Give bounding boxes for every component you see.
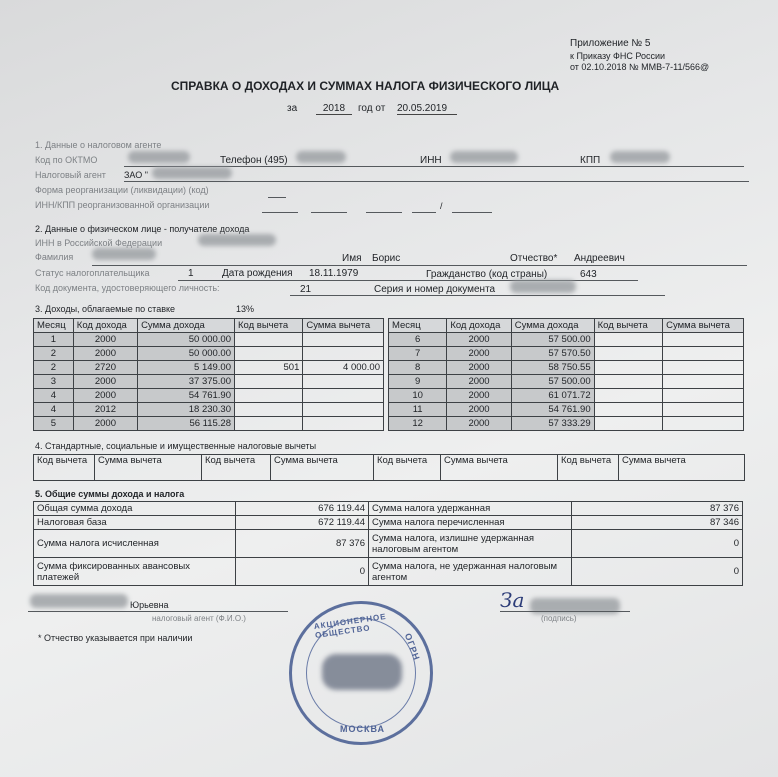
col-month: Месяц [34, 319, 74, 333]
deduction-code-header-4: Код вычета [558, 455, 619, 481]
footnote: * Отчество указывается при наличии [38, 633, 193, 643]
tax-base-label: Налоговая база [34, 516, 236, 530]
col-income-code: Код дохода [447, 319, 511, 333]
month-cell: 3 [34, 375, 74, 389]
deduction-sum-cell [663, 347, 744, 361]
row-line [92, 265, 747, 266]
income-sum-cell: 57 570.50 [511, 347, 594, 361]
income-code-cell: 2000 [447, 403, 511, 417]
section4-heading: 4. Стандартные, социальные и имущественные налоговые вычеты [35, 441, 317, 451]
row-line [124, 181, 749, 182]
name-value: Борис [372, 253, 401, 264]
redacted-phone [296, 151, 346, 163]
income-sum-cell: 37 375.00 [138, 375, 235, 389]
col-income-sum: Сумма дохода [138, 319, 235, 333]
deduction-code-cell [594, 375, 663, 389]
oktmo-label: Код по ОКТМО [35, 155, 98, 165]
deduction-sum-cell [303, 333, 384, 347]
surname-label: Фамилия [35, 252, 74, 262]
deduction-sum-header-3: Сумма вычета [441, 455, 558, 481]
month-cell: 2 [34, 347, 74, 361]
col-month: Месяц [389, 319, 447, 333]
deduction-code-cell [594, 389, 663, 403]
deduction-code-cell [235, 375, 303, 389]
income-code-cell: 2000 [447, 375, 511, 389]
income-sum-cell: 54 761.90 [511, 403, 594, 417]
income-sum-cell: 57 500.00 [511, 375, 594, 389]
income-code-cell: 2000 [447, 389, 511, 403]
deduction-sum-cell [303, 347, 384, 361]
income-row [389, 403, 744, 417]
tax-base-value: 672 119.44 [236, 516, 369, 530]
section5-heading: 5. Общие суммы дохода и налога [35, 489, 185, 499]
redacted-oktmo [128, 151, 190, 163]
agent-inn-label: ИНН [420, 155, 442, 166]
month-cell: 12 [389, 417, 447, 431]
signature-caption: (подпись) [541, 614, 577, 623]
patronymic-label: Отчество* [510, 253, 558, 264]
fixed-payments-value: 0 [236, 558, 369, 586]
deduction-sum-cell [663, 333, 744, 347]
deduction-code-cell [594, 347, 663, 361]
dob-label: Дата рождения [222, 268, 293, 279]
name-label: Имя [342, 253, 362, 264]
deduction-code-header-2: Код вычета [202, 455, 271, 481]
deduction-code-cell [235, 389, 303, 403]
tax-calc-value: 87 376 [236, 530, 369, 558]
col-deduction-code: Код вычета [594, 319, 663, 333]
income-row [34, 417, 384, 431]
report-year: 2018 [316, 103, 352, 115]
company-seal [289, 601, 433, 745]
reorg-field [268, 197, 286, 198]
income-row [389, 417, 744, 431]
seal-top-text: АКЦИОНЕРНОЕ ОБЩЕСТВО [313, 611, 388, 640]
deduction-code-cell [594, 417, 663, 431]
kpp-label: КПП [580, 155, 601, 166]
status-label: Статус налогоплательщика [35, 268, 150, 278]
redacted-surname [92, 248, 156, 260]
status-value: 1 [188, 268, 194, 279]
income-table-right [388, 318, 744, 431]
deduction-code-cell: 501 [235, 361, 303, 375]
deduction-sum-cell [303, 417, 384, 431]
signature-line [500, 611, 630, 612]
deduction-code-header-3: Код вычета [374, 455, 441, 481]
income-code-cell: 2000 [73, 389, 137, 403]
income-code-cell: 2000 [447, 347, 511, 361]
income-row [389, 333, 744, 347]
total-income-value: 676 119.44 [236, 502, 369, 516]
income-code-cell: 2000 [73, 417, 137, 431]
agent-name-line [28, 611, 288, 612]
inn-rf-label: ИНН в Российской Федерации [35, 238, 163, 248]
reorg-inn-field-3 [366, 212, 402, 213]
month-cell: 1 [34, 333, 74, 347]
citizenship-value: 643 [580, 269, 597, 280]
seal-ogrn: ОГРН [402, 631, 422, 663]
income-sum-cell: 18 230.30 [138, 403, 235, 417]
row-line [290, 295, 665, 296]
deduction-code-cell [235, 417, 303, 431]
series-label: Серия и номер документа [374, 284, 496, 295]
income-sum-cell: 57 500.00 [511, 333, 594, 347]
col-income-code: Код дохода [73, 319, 137, 333]
month-cell: 2 [34, 361, 74, 375]
col-deduction-code: Код вычета [235, 319, 303, 333]
income-sum-cell: 54 761.90 [138, 389, 235, 403]
income-sum-cell: 5 149.00 [138, 361, 235, 375]
deductions-table [33, 454, 745, 481]
order-reference: к Приказу ФНС России [570, 51, 666, 61]
income-code-cell: 2000 [73, 347, 137, 361]
income-sum-cell: 58 750.55 [511, 361, 594, 375]
month-cell: 11 [389, 403, 447, 417]
income-row [34, 375, 384, 389]
income-code-cell: 2000 [447, 333, 511, 347]
income-row [34, 347, 384, 361]
reorg-inn-field-2 [311, 212, 347, 213]
section3-heading: 3. Доходы, облагаемые по ставке [35, 304, 176, 314]
transferred-value: 87 346 [572, 516, 743, 530]
totals-table [33, 501, 743, 586]
order-date: от 02.10.2018 № ММВ-7-11/566@ [570, 62, 710, 72]
not-withheld-label: Сумма налога, не удержанная налоговым агентом [369, 558, 572, 586]
withheld-value: 87 376 [572, 502, 743, 516]
deduction-code-cell [235, 347, 303, 361]
withheld-label: Сумма налога удержанная [369, 502, 572, 516]
month-cell: 4 [34, 403, 74, 417]
year-prefix: за [287, 103, 298, 114]
patronymic-value: Андреевич [574, 253, 625, 264]
income-table-left [33, 318, 384, 431]
fixed-payments-label: Сумма фиксированных авансовых платежей [34, 558, 236, 586]
month-cell: 6 [389, 333, 447, 347]
month-cell: 4 [34, 389, 74, 403]
reorg-label: Форма реорганизации (ликвидации) (код) [35, 185, 209, 195]
doccode-label: Код документа, удостоверяющего личность: [35, 283, 220, 293]
reorg-inn-field-1 [262, 212, 298, 213]
income-sum-cell: 50 000.00 [138, 333, 235, 347]
reorg-kpp-field [452, 212, 492, 213]
month-cell: 10 [389, 389, 447, 403]
deduction-sum-header-2: Сумма вычета [271, 455, 374, 481]
agent-label: Налоговый агент [35, 170, 106, 180]
not-withheld-value: 0 [572, 558, 743, 586]
reorg-inn-field-4 [412, 212, 436, 213]
income-sum-cell: 61 071.72 [511, 389, 594, 403]
income-row [34, 403, 384, 417]
redacted-seal-center [322, 654, 402, 690]
deduction-code-cell [594, 403, 663, 417]
seal-city: МОСКВА [340, 724, 386, 734]
deduction-sum-header-1: Сумма вычета [95, 455, 202, 481]
tax-rate: 13% [236, 304, 255, 314]
signature-mark: За [500, 588, 525, 612]
agent-fio-caption: налоговый агент (Ф.И.О.) [152, 614, 246, 623]
total-income-label: Общая сумма дохода [34, 502, 236, 516]
deduction-sum-cell [303, 403, 384, 417]
income-row [389, 347, 744, 361]
deduction-code-cell [235, 333, 303, 347]
reorg-slash: / [440, 201, 443, 211]
section2-heading: 2. Данные о физическом лице - получателе дохода [35, 224, 250, 234]
col-deduction-sum: Сумма вычета [303, 319, 384, 333]
income-row [34, 333, 384, 347]
redacted-inn-rf [198, 234, 276, 246]
deduction-sum-cell [303, 389, 384, 403]
deduction-code-cell [594, 361, 663, 375]
excess-label: Сумма налога, излишне удержанная налоговым агентом [369, 530, 572, 558]
deduction-sum-cell [663, 375, 744, 389]
doccode-value: 21 [300, 284, 312, 295]
deduction-sum-cell [663, 389, 744, 403]
income-code-cell: 2000 [73, 333, 137, 347]
deduction-sum-cell [663, 403, 744, 417]
excess-value: 0 [572, 530, 743, 558]
month-cell: 8 [389, 361, 447, 375]
phone-label: Телефон (495) [220, 155, 288, 166]
income-code-cell: 2000 [447, 361, 511, 375]
transferred-label: Сумма налога перечисленная [369, 516, 572, 530]
redacted-kpp [610, 151, 670, 163]
agent-name: ЗАО " [124, 170, 148, 180]
income-sum-cell: 57 333.29 [511, 417, 594, 431]
dob-value: 18.11.1979 [309, 268, 359, 279]
citizenship-label: Гражданство (код страны) [426, 269, 548, 280]
tax-calc-label: Сумма налога исчисленная [34, 530, 236, 558]
income-code-cell: 2000 [73, 375, 137, 389]
agent-patronymic: Юрьевна [130, 600, 169, 610]
deduction-sum-header-4: Сумма вычета [619, 455, 745, 481]
deduction-sum-cell: 4 000.00 [303, 361, 384, 375]
deduction-sum-cell [303, 375, 384, 389]
income-sum-cell: 50 000.00 [138, 347, 235, 361]
issue-date: 20.05.2019 [397, 103, 457, 115]
income-row [389, 375, 744, 389]
col-income-sum: Сумма дохода [511, 319, 594, 333]
income-row [389, 389, 744, 403]
income-row [34, 389, 384, 403]
deduction-code-header-1: Код вычета [34, 455, 95, 481]
deduction-sum-cell [663, 361, 744, 375]
deduction-sum-cell [663, 417, 744, 431]
month-cell: 5 [34, 417, 74, 431]
income-row [34, 361, 384, 375]
income-sum-cell: 56 115.28 [138, 417, 235, 431]
income-code-cell: 2720 [73, 361, 137, 375]
appendix-number: Приложение № 5 [570, 38, 651, 49]
month-cell: 7 [389, 347, 447, 361]
redacted-agent-inn [450, 151, 518, 163]
income-code-cell: 2000 [447, 417, 511, 431]
month-cell: 9 [389, 375, 447, 389]
document-title: СПРАВКА О ДОХОДАХ И СУММАХ НАЛОГА ФИЗИЧЕСКОГО ЛИЦА [171, 79, 560, 93]
income-code-cell: 2012 [73, 403, 137, 417]
col-deduction-sum: Сумма вычета [663, 319, 744, 333]
redacted-agent-fullname [30, 594, 128, 608]
income-row [389, 361, 744, 375]
deduction-code-cell [594, 333, 663, 347]
year-suffix: год от [358, 103, 386, 114]
reorg-inn-label: ИНН/КПП реорганизованной организации [35, 200, 210, 210]
deduction-code-cell [235, 403, 303, 417]
redacted-document-number [510, 280, 576, 293]
redacted-agent-name [152, 167, 232, 179]
section1-heading: 1. Данные о налоговом агенте [35, 140, 162, 150]
